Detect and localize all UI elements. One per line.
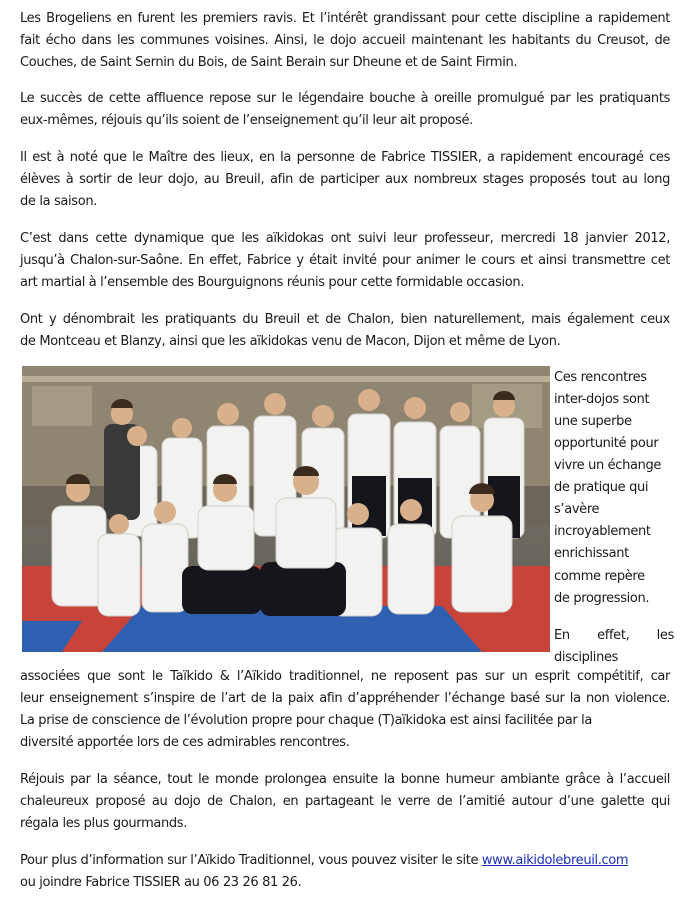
paragraph-2-line-1: Le succès de cette affluence repose sur le légendaire bouche à oreille promulgué par les pratiquants [20, 91, 670, 106]
side-text-line-1: Ces rencontres [554, 370, 647, 385]
contact-text: Pour plus d’information sur l’Aïkido Traditionnel, vous pouvez visiter le site [20, 853, 482, 868]
side-text-line-3: une superbe [554, 414, 632, 429]
side-text-line-2: inter-dojos sont [554, 392, 650, 407]
paragraph-5-line-1: Ont y dénombrait les pratiquants du Breuil et de Chalon, bien naturellement, mais également ceux [20, 312, 670, 327]
side-text-line-10: comme repère [554, 569, 645, 584]
paragraph-3-line-3: de la saison. [20, 194, 97, 209]
paragraph-4-line-1: C’est dans cette dynamique que les aïkidokas ont suivi leur professeur, mercredi 18 janvier 2012, [20, 231, 670, 246]
paragraph-7-line-2: chaleureux proposé au dojo de Chalon, en partageant le verre de l’amitié autour d’une galette qui [20, 794, 670, 809]
website-link[interactable]: www.aikidolebreuil.com [481, 853, 629, 868]
paragraph-3-line-1: Il est à noté que le Maître des lieux, en la personne de Fabrice TISSIER, a rapidement encouragé ces [20, 150, 670, 165]
paragraph-1-line-3: Couches, de Saint Sernin du Bois, de Saint Berain sur Dheune et de Saint Firmin. [20, 55, 518, 70]
paragraph-4-line-3: art martial à l’ensemble des Bourguignons réunis pour cette formidable occasion. [20, 275, 525, 290]
paragraph-1-line-2: fait écho dans les communes voisines. Ainsi, le dojo accueil maintenant les habitants du Creusot, de [20, 33, 670, 48]
side-text-line-12: En effet, les [554, 628, 674, 643]
side-text-line-7: s’avère [554, 502, 600, 517]
paragraph-7-line-1: Réjouis par la séance, tout le monde prolongea ensuite la bonne humeur ambiante grâce à l’accueil [20, 772, 670, 787]
paragraph-2-line-2: eux-mêmes, réjouis qu’ils soient de l’enseignement qu’il leur ait proposé. [20, 113, 473, 128]
group-photo-illustration [22, 366, 550, 652]
paragraph-1-line-1: Les Brogeliens en furent les premiers ravis. Et l’intérêt grandissant pour cette discipline a rapidement [20, 11, 670, 26]
paragraph-4-line-2: jusqu’à Chalon-sur-Saône. En effet, Fabrice y était invité pour animer le cours et ainsi transmettre cet [20, 253, 670, 268]
paragraph-8-line-1 [20, 850, 628, 872]
side-text-line-9: enrichissant [554, 546, 629, 561]
paragraph-5-line-2: de Montceau et Blanzy, ainsi que les aïkidokas venu de Macon, Dijon et même de Lyon. [20, 334, 561, 349]
paragraph-3-line-2: élèves à sortir de leur dojo, au Breuil, afin de participer aux nombreux stages proposés tout au long [20, 172, 670, 187]
side-text-line-13: disciplines [554, 650, 619, 665]
paragraph-6-line-3: La prise de conscience de l’évolution propre pour chaque (T)aïkidoka est ainsi facilitée par la [20, 713, 592, 728]
paragraph-6-line-4: diversité apportée lors de ces admirables rencontres. [20, 735, 350, 750]
side-text-line-8: incroyablement [554, 524, 651, 539]
paragraph-7-line-3: régala les plus gourmands. [20, 816, 187, 831]
paragraph-6-line-2: leur enseignement s’inspire de l’art de la paix afin d’appréhender l’échange basé sur la non violence. [20, 691, 670, 706]
paragraph-6-line-1: associées que sont le Taïkido & l’Aïkido traditionnel, ne reposent pas sur un esprit compétitif, car [20, 669, 670, 684]
side-text-line-11: de progression. [554, 591, 650, 606]
paragraph-8-line-2: ou joindre Fabrice TISSIER au 06 23 26 81 26. [20, 875, 302, 890]
side-text-line-6: de pratique qui [554, 480, 649, 495]
side-text-line-5: vivre un échange [554, 458, 662, 473]
side-text-line-4: opportunité pour [554, 436, 659, 451]
group-photo [22, 366, 550, 652]
